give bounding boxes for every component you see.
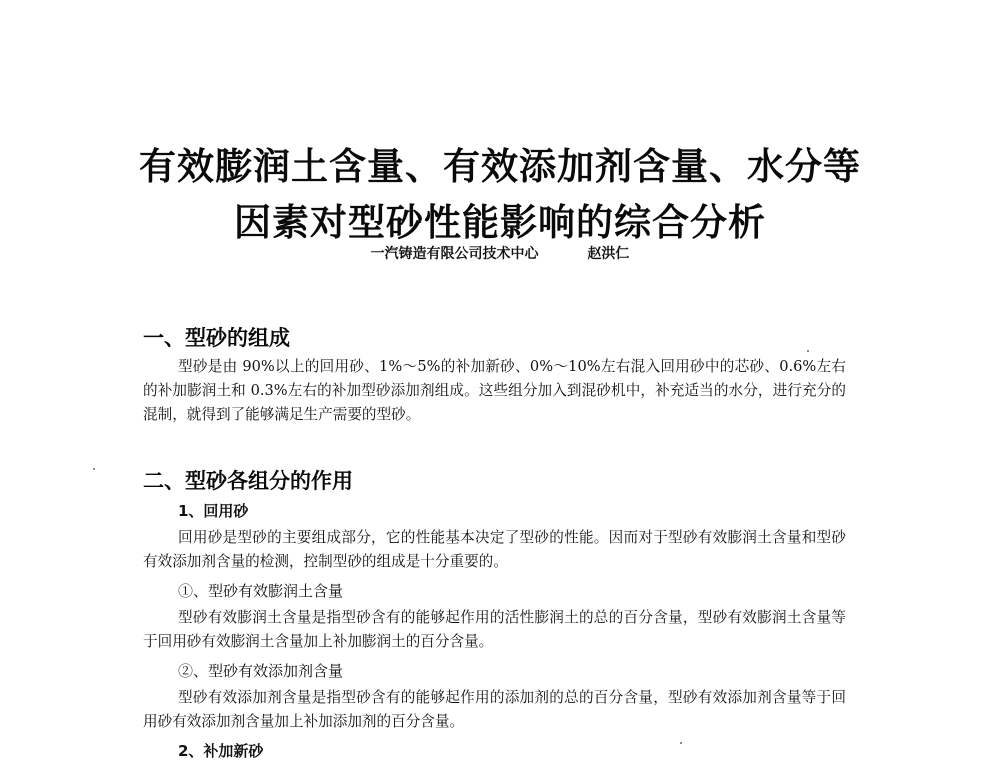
item-1-heading: ①、型砂有效膨润土含量 (178, 582, 344, 600)
subsection-2-heading: 2、补加新砂 (178, 742, 264, 760)
scan-speck (680, 742, 682, 744)
scan-speck (93, 468, 95, 470)
item-2-paragraph: 型砂有效添加剂含量是指型砂含有的能够起作用的添加剂的总的百分含量，型砂有效添加剂含量等于回用砂有效添加剂含量加上补加添加剂的百分含量。 (143, 689, 846, 730)
section-2-heading: 二、型砂各组分的作用 (143, 469, 353, 493)
subsection-1-heading: 1、回用砂 (178, 502, 249, 520)
title-line-1: 有效膨润土含量、有效添加剂含量、水分等 (139, 145, 861, 188)
scan-speck (807, 350, 809, 352)
subsection-1-paragraph: 回用砂是型砂的主要组成部分，它的性能基本决定了型砂的性能。因而对于型砂有效膨润土含量和型砂有效添加剂含量的检测，控制型砂的组成是十分重要的。 (143, 529, 846, 570)
byline-author: 赵洪仁 (587, 246, 630, 262)
title-line-2: 因素对型砂性能影响的综合分析 (234, 201, 766, 244)
section-1-heading: 一、型砂的组成 (143, 326, 290, 350)
item-1-paragraph: 型砂有效膨润土含量是指型砂含有的能够起作用的活性膨润土的总的百分含量，型砂有效膨润土含量等于回用砂有效膨润土含量加上补加膨润土的百分含量。 (143, 609, 846, 650)
section-1-paragraph: 型砂是由 90%以上的回用砂、1%～5%的补加新砂、0%～10%左右混入回用砂中的芯砂、0.6%左右的补加膨润土和 0.3%左右的补加型砂添加剂组成。这些组分加入到混砂机中，补充适当的水分，进行充分的混制，就得到了能够满足生产需要的型砂。 (143, 358, 846, 423)
item-2-heading: ②、型砂有效添加剂含量 (178, 662, 344, 680)
byline (0, 243, 1000, 263)
byline-organization: 一汽铸造有限公司技术中心 (370, 246, 539, 262)
